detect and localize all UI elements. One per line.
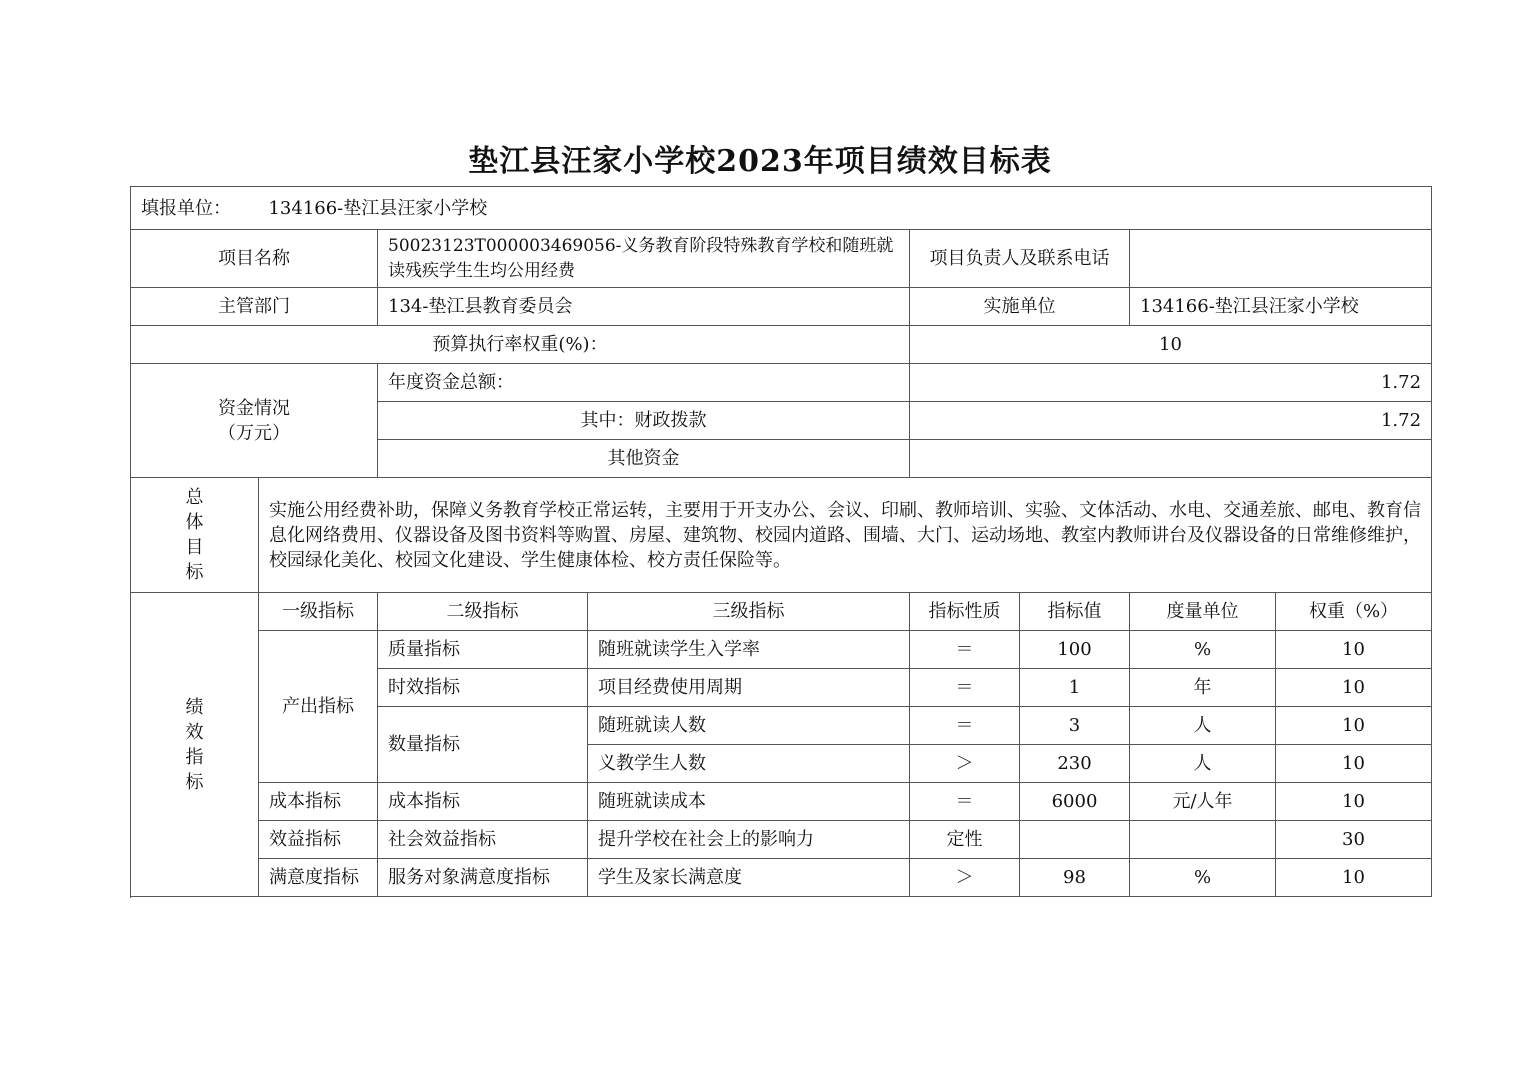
budget-rate-value: 10	[910, 326, 1432, 364]
funds-label-line1: 资金情况	[218, 397, 290, 419]
header-level2: 二级指标	[378, 593, 588, 631]
indicator-value: 3	[1020, 707, 1130, 745]
timeliness-indicator: 时效指标	[378, 669, 588, 707]
project-name-value: 50023123T000003469056-义务教育阶段特殊教育学校和随班就读残疾学生生均公用经费	[378, 230, 910, 288]
project-name-label: 项目名称	[131, 230, 378, 288]
funds-other-label: 其他资金	[378, 440, 910, 478]
page-title: 垫江县汪家小学校2023年项目绩效目标表	[468, 144, 1052, 179]
performance-indicator-label	[131, 593, 259, 897]
indicator-weight: 30	[1276, 821, 1432, 859]
header-weight: 权重（%）	[1276, 593, 1432, 631]
goal-label-char: 总	[185, 487, 204, 508]
table-row	[131, 821, 1432, 859]
table-row	[131, 783, 1432, 821]
indicator-weight: 10	[1276, 783, 1432, 821]
indicator-nature: ＝	[910, 669, 1020, 707]
indicator-name: 义教学生人数	[588, 745, 910, 783]
indicator-nature: ＞	[910, 745, 1020, 783]
indicator-name: 学生及家长满意度	[588, 859, 910, 897]
goal-label-char: 标	[185, 562, 204, 583]
cost-indicator-l2: 成本指标	[378, 783, 588, 821]
indicator-weight: 10	[1276, 707, 1432, 745]
funds-other-value	[910, 440, 1432, 478]
indicator-nature: 定性	[910, 821, 1020, 859]
indicator-name: 随班就读人数	[588, 707, 910, 745]
perf-label-char: 指	[185, 746, 204, 768]
satisfaction-indicator-l2: 服务对象满意度指标	[378, 859, 588, 897]
indicator-value: 100	[1020, 631, 1130, 669]
report-unit-row	[131, 187, 1432, 230]
benefit-indicator-l2: 社会效益指标	[378, 821, 588, 859]
project-contact-value	[1130, 230, 1432, 288]
indicator-unit: %	[1130, 859, 1276, 897]
indicator-nature: ＝	[910, 783, 1020, 821]
indicator-weight: 10	[1276, 631, 1432, 669]
indicator-nature: ＝	[910, 707, 1020, 745]
overall-goal-label	[131, 478, 259, 593]
indicator-unit	[1130, 821, 1276, 859]
goal-label-char: 体	[185, 512, 204, 533]
funds-label-line2: （万元）	[218, 422, 290, 444]
project-contact-label: 项目负责人及联系电话	[910, 230, 1130, 288]
indicator-unit: 人	[1130, 707, 1276, 745]
indicator-unit: 元/人年	[1130, 783, 1276, 821]
dept-value: 134-垫江县教育委员会	[378, 288, 910, 326]
indicator-unit: %	[1130, 631, 1276, 669]
perf-label-char: 效	[185, 721, 204, 743]
goal-label-char: 目	[185, 537, 204, 558]
funds-fiscal-value: 1.72	[910, 402, 1432, 440]
funds-fiscal-label: 其中：财政拨款	[378, 402, 910, 440]
funds-total-label: 年度资金总额：	[378, 364, 910, 402]
funds-total-value: 1.72	[910, 364, 1432, 402]
report-unit-value: 134166-垫江县汪家小学校	[268, 197, 488, 219]
funds-label	[131, 364, 378, 478]
indicator-name: 项目经费使用周期	[588, 669, 910, 707]
header-value: 指标值	[1020, 593, 1130, 631]
indicator-nature: ＞	[910, 859, 1020, 897]
overall-goal-text: 实施公用经费补助，保障义务教育学校正常运转，主要用于开支办公、会议、印刷、教师培训、实验、文体活动、水电、交通差旅、邮电、教育信息化网络费用、仪器设备及图书资料等购置、房屋、建筑物、校园内道路、围墙、大门、运动场地、教室内教师讲台及仪器设备的日常维修维护，校园绿化美化、校园文化建设、学生健康体检、校方责任保险等。	[259, 478, 1432, 593]
indicator-weight: 10	[1276, 859, 1432, 897]
indicator-name: 随班就读学生入学率	[588, 631, 910, 669]
quantity-indicator: 数量指标	[378, 707, 588, 783]
report-unit-label: 填报单位：	[141, 197, 231, 219]
indicator-unit: 人	[1130, 745, 1276, 783]
table-row	[131, 859, 1432, 897]
header-level3: 三级指标	[588, 593, 910, 631]
indicator-unit: 年	[1130, 669, 1276, 707]
cost-indicator-l1: 成本指标	[259, 783, 378, 821]
indicator-value	[1020, 821, 1130, 859]
budget-rate-label: 预算执行率权重(%)：	[131, 326, 910, 364]
quality-indicator: 质量指标	[378, 631, 588, 669]
indicator-value: 98	[1020, 859, 1130, 897]
impl-unit-value: 134166-垫江县汪家小学校	[1130, 288, 1432, 326]
indicator-name: 随班就读成本	[588, 783, 910, 821]
indicator-value: 6000	[1020, 783, 1130, 821]
dept-label: 主管部门	[131, 288, 378, 326]
table-row	[131, 631, 1432, 669]
indicator-weight: 10	[1276, 669, 1432, 707]
indicator-weight: 10	[1276, 745, 1432, 783]
perf-label-char: 绩	[185, 696, 204, 718]
benefit-indicator-l1: 效益指标	[259, 821, 378, 859]
indicator-name: 提升学校在社会上的影响力	[588, 821, 910, 859]
header-nature: 指标性质	[910, 593, 1020, 631]
satisfaction-indicator-l1: 满意度指标	[259, 859, 378, 897]
performance-goal-table	[130, 186, 1432, 897]
impl-unit-label: 实施单位	[910, 288, 1130, 326]
output-indicator: 产出指标	[259, 631, 378, 783]
header-level1: 一级指标	[259, 593, 378, 631]
indicator-nature: ＝	[910, 631, 1020, 669]
indicator-value: 1	[1020, 669, 1130, 707]
header-unit: 度量单位	[1130, 593, 1276, 631]
perf-label-char: 标	[185, 771, 204, 793]
indicator-value: 230	[1020, 745, 1130, 783]
